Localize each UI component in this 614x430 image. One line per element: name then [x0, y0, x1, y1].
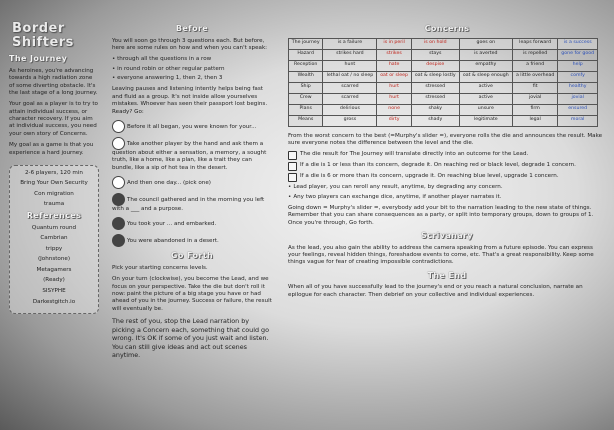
table-header: is a success [558, 38, 598, 49]
die-icon [288, 173, 297, 182]
before-list [112, 56, 272, 82]
question-3: And then one day... (pick one) [112, 176, 272, 189]
reference-item: (Ready) [43, 276, 65, 283]
table-cell: jovial [558, 93, 598, 104]
info-line: Con migration [34, 190, 74, 197]
list-item: The die result for The Journey will translate directly into an outcome for the Lead. [288, 151, 606, 160]
table-cell: strikes [377, 49, 411, 60]
circle-icon [112, 120, 125, 133]
journey-paragraph: Your goal as a player is to try to attain individual success, or character recovery. If you aim at individual success, you need your own story of Concerns. [9, 101, 98, 137]
journey-paragraph: As heroines, you're advancing towards a high radiation zone of some diverting obstacle. It's the last stage of a long journey. [9, 67, 98, 96]
filled-circle-icon [112, 234, 125, 247]
table-header: is in peril [377, 38, 411, 49]
filled-circle-icon [112, 193, 125, 206]
table-cell: a friend [512, 60, 557, 71]
concerns-heading: Concerns [424, 24, 470, 33]
credit-link[interactable]: Darkestgitch.io [32, 298, 76, 305]
reference-item: Metagamers [36, 266, 72, 273]
table-cell: oat & sleep lostly [411, 71, 459, 82]
info-line: Bring Your Own Security [20, 180, 88, 187]
epilogue-paragraph: As the lead, you also gain the ability to address the camera speaking from a future episode. You can express your feelings, reveal hidden things, foreshadow events to come, etc. That's a great responsibility. Keep some things vague for fear of creating impossible contradictions. [288, 244, 594, 266]
list-item: • everyone answering 1, then 2, then 3 [112, 75, 223, 82]
references-heading: References [26, 211, 82, 221]
table-row [289, 49, 598, 60]
table-cell: scarred [323, 82, 377, 93]
table-cell: none [377, 104, 411, 115]
before-paragraph: You will soon go through 3 questions each. But before, here are some rules on how and when you can't speak: [112, 37, 268, 51]
before-paragraph: Leaving pauses and listening intently helps being fast and fluid as a group. It's not inside allow yourselves mistakes. Whoever has seen their passport lost begins. Ready? Go: [112, 86, 268, 115]
concerns-column [288, 22, 606, 303]
sidebar-column [9, 22, 99, 314]
reference-item: Cambrian [40, 235, 68, 242]
table-cell: legal [512, 115, 557, 126]
table-cell: fit [512, 82, 557, 93]
table-cell: hurt [377, 93, 411, 104]
table-header: goes on [459, 38, 512, 49]
table-header: The journey [289, 38, 323, 49]
table-row [289, 60, 598, 71]
table-cell: Hazard [289, 49, 323, 60]
table-row [289, 82, 598, 93]
option-c: You were abandoned in a desert. [112, 234, 272, 247]
journey-heading: The Journey [9, 54, 68, 64]
table-cell: a little overhead [512, 71, 557, 82]
table-cell: unsure [459, 104, 512, 115]
table-row [289, 93, 598, 104]
table-row [289, 71, 598, 82]
info-line: 2-6 players, 120 min [25, 169, 83, 176]
table-cell: despise [411, 60, 459, 71]
table-header-row [289, 38, 598, 49]
info-line: trauma [43, 201, 65, 208]
list-item: If a die is 6 or more than its concern, upgrade it. On reaching blue level, upgrade 1 concern. [288, 173, 606, 182]
rules-column [112, 22, 272, 363]
table-cell: Crew [289, 93, 323, 104]
table-cell: scarred [323, 93, 377, 104]
game-info-box [9, 165, 99, 314]
table-cell: oat or sleep [377, 71, 411, 82]
reference-item: (Johnstone) [37, 256, 71, 263]
table-cell: help [558, 60, 598, 71]
game-title: Border Shifters [12, 21, 74, 50]
list-item: • Any two players can exchange dice, anytime, if another player narrates it. [288, 193, 502, 200]
filled-circle-icon [112, 217, 125, 230]
table-cell: shady [411, 115, 459, 126]
table-cell: is averted [459, 49, 512, 60]
list-item: • through all the questions in a row [112, 56, 212, 63]
table-cell: hunt [323, 60, 377, 71]
table-cell: delirious [323, 104, 377, 115]
table-cell: firm [512, 104, 557, 115]
table-cell: active [459, 93, 512, 104]
option-a: The council gathered and in the morning you left with a ___ and a purpose. [112, 193, 272, 213]
table-cell: gross [323, 115, 377, 126]
table-cell: active [459, 82, 512, 93]
end-heading: The End [427, 270, 467, 280]
question-1: Before it all began, you were known for your... [112, 120, 272, 133]
table-cell: comfy [558, 71, 598, 82]
table-cell: healthy [558, 82, 598, 93]
list-item: • Lead player, you can reroll any result, anytime, by degrading any concern. [288, 184, 503, 191]
table-cell: ensured [558, 104, 598, 115]
table-cell: stressed [411, 93, 459, 104]
die-icon [288, 162, 297, 171]
table-row [289, 115, 598, 126]
table-cell: moral [558, 115, 598, 126]
circle-icon [112, 176, 125, 189]
concerns-table [288, 38, 598, 127]
table-cell: hurt [377, 82, 411, 93]
table-cell: stays [411, 49, 459, 60]
concerns-paragraph: From the worst concern to the best (=Murphy's slider =), everyone rolls the die and announces the result. Make sure everyone notes the difference between the level and the die. [288, 132, 603, 146]
table-row [289, 104, 598, 115]
table-cell: hate [377, 60, 411, 71]
go-forth-heading: Go Forth [170, 251, 214, 261]
table-header: is a failure [323, 38, 377, 49]
concerns-paragraph: Going down = Murphy's slider =, everybody add your bit to the narration leading to the new state of things. Remember that you can share consequences as a party, or split into temporary groups, down to groups of 1. Once you're through, Go forth. [288, 205, 594, 226]
table-cell: legitimate [459, 115, 512, 126]
table-cell: stressed [411, 82, 459, 93]
reference-item: Quantum round [31, 225, 77, 231]
table-header: is on hold [411, 38, 459, 49]
question-2: Take another player by the hand and ask them a question about either a sensation, a memory, a sought truth, like a home, like a plan, like a trait they can bundle, like a sip of hot tea in the desert. [112, 137, 272, 172]
table-cell: Ship [289, 82, 323, 93]
journey-paragraph: My goal as a game is that you experience a hard journey. [9, 142, 94, 156]
table-cell: jovial [512, 93, 557, 104]
dice-rules-list [288, 151, 606, 201]
end-paragraph: When all of you have successfully lead to the journey's end or you reach a natural conclusion, narrate an epilogue for each character. Then debrief on your collective and individual experiences. [288, 284, 583, 298]
table-cell: is repelled [512, 49, 557, 60]
table-cell: lethal oat / no sleep [323, 71, 377, 82]
circle-icon [112, 137, 125, 150]
reference-item: trippy [45, 245, 63, 252]
table-cell: shaky [411, 104, 459, 115]
list-item: If a die is 1 or less than its concern, degrade it. On reaching red or black level, degrade 1 concern. [288, 162, 606, 171]
credit-line: SISYPHE [42, 288, 66, 295]
go-paragraph: On your turn (clockwise), you become the Lead, and we focus on your perspective. Take the die but don't roll it now: paint the picture of a big stage you have or had ahead of you in the journey. Success or failure, the result will eventually be. [112, 276, 272, 312]
go-paragraph: The rest of you, stop the Lead narration by picking a Concern each, something that could go wrong. It's OK if some of you just wait and listen. You can still give ideas and act out scenes anytime. [112, 317, 270, 360]
table-cell: dirty [377, 115, 411, 126]
before-heading: Before [175, 24, 209, 33]
table-cell: Plans [289, 104, 323, 115]
table-cell: Means [289, 115, 323, 126]
table-cell: gone for good [558, 49, 598, 60]
table-cell: Wealth [289, 71, 323, 82]
table-cell: empathy [459, 60, 512, 71]
table-header: leaps forward [512, 38, 557, 49]
go-paragraph: Pick your starting concerns levels. [112, 264, 208, 271]
table-cell: Reception [289, 60, 323, 71]
die-icon [288, 151, 297, 160]
epilogue-heading: Scrivanary [420, 231, 474, 241]
table-cell: oat & sleep enough [459, 71, 512, 82]
option-b: You took your ... and embarked. [112, 217, 272, 230]
table-cell: strikes hard [323, 49, 377, 60]
list-item: • in round robin or other regular pattern [112, 65, 225, 72]
